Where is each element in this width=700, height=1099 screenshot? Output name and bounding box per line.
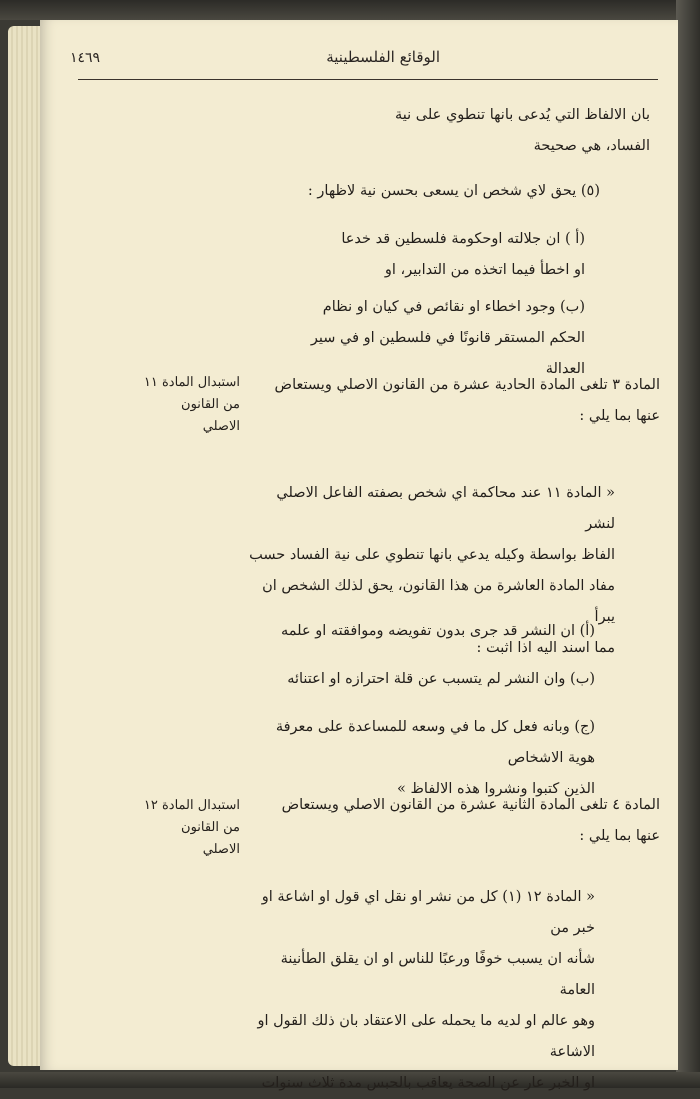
page-number: ١٤٦٩ [70, 50, 101, 66]
text-line: وهو عالم او لديه ما يحمله على الاعتقاد بان ذلك القول او الاشاعة [257, 1013, 595, 1060]
text-line: الفساد، هي صحيحة [533, 138, 650, 154]
text-line: (ب) وان النشر لم يتسبب عن قلة احترازه او اعتنائه [287, 671, 595, 687]
article-11-b [245, 664, 595, 695]
article-12-text [245, 882, 595, 1099]
text-line: (ج) وبانه فعل كل ما في وسعه للمساعدة على معرفة هوية الاشخاص [275, 719, 595, 766]
text-line: مفاد المادة العاشرة من هذا القانون، يحق لذلك الشخص ان يبرأ [262, 578, 615, 625]
paragraph-b1 [250, 100, 650, 162]
text-line: او الخبر عار عن الصحة يعاقب بالحبس مدة ثلاث سنوات [261, 1075, 595, 1091]
text-line: الذين كتبوا ونشروا هذه الالفاظ » [397, 781, 595, 797]
side-note-article-11 [140, 372, 240, 438]
text-line: الفاظ بواسطة وكيله يدعي بانها تنطوي على نية الفساد حسب [249, 547, 615, 563]
header-title: الوقائع الفلسطينية [326, 48, 440, 66]
clause-5-a [245, 224, 585, 286]
text-line: عنها بما يلي : [579, 828, 660, 844]
book-binding-right [676, 0, 700, 1088]
text-line: عنها بما يلي : [579, 408, 660, 424]
text-line: « المادة ١٢ (١) كل من نشر او نقل اي قول او اشاعة او خبر من [261, 889, 595, 936]
text-line: شأنه ان يسبب خوفًا ورعبًا للناس او ان يقلق الطأنينة العامة [280, 951, 595, 998]
article-4 [250, 790, 660, 852]
text-line: العدالة [545, 361, 585, 377]
text-line: المادة ٤ تلغى المادة الثانية عشرة من القانون الاصلي ويستعاض [281, 797, 660, 813]
side-note-line: استبدال المادة ١٢ [143, 798, 240, 813]
text-line: مما اسند اليه اذا اثبت : [476, 640, 615, 656]
text-line: (ب) وجود اخطاء او نقائص في كيان او نظام [322, 299, 585, 315]
side-note-line: من القانون الاصلي [181, 820, 240, 857]
text-line: او اخطأ فيما اتخذه من التدابير، او [384, 262, 585, 278]
side-note-article-12 [140, 795, 240, 861]
clause-5 [250, 176, 600, 207]
article-3 [250, 370, 660, 432]
text-line: (أ) ان النشر قد جرى بدون تفويضه وموافقته او علمه [280, 623, 595, 639]
book-binding-top [0, 0, 700, 20]
text-line: (٥) يحق لاي شخص ان يسعى بحسن نية لاظهار : [307, 183, 600, 199]
text-line: « المادة ١١ عند محاكمة اي شخص بصفته الفاعل الاصلي لنشر [276, 485, 615, 532]
text-line: بان الالفاظ التي يُدعى بانها تنطوي على نية [395, 107, 650, 123]
text-line: المادة ٣ تلغى المادة الحادية عشرة من القانون الاصلي ويستعاض [274, 377, 660, 393]
side-note-line: من القانون الاصلي [181, 397, 240, 434]
side-note-line: استبدال المادة ١١ [143, 375, 240, 390]
article-11-a [245, 616, 595, 647]
page-header [70, 42, 660, 72]
text-line: (أ ) ان جلالته اوحكومة فلسطين قد خدعا [341, 231, 585, 247]
text-line: الحكم المستقر قانونًا في فلسطين او في سير [310, 330, 585, 346]
header-rule [78, 79, 658, 80]
